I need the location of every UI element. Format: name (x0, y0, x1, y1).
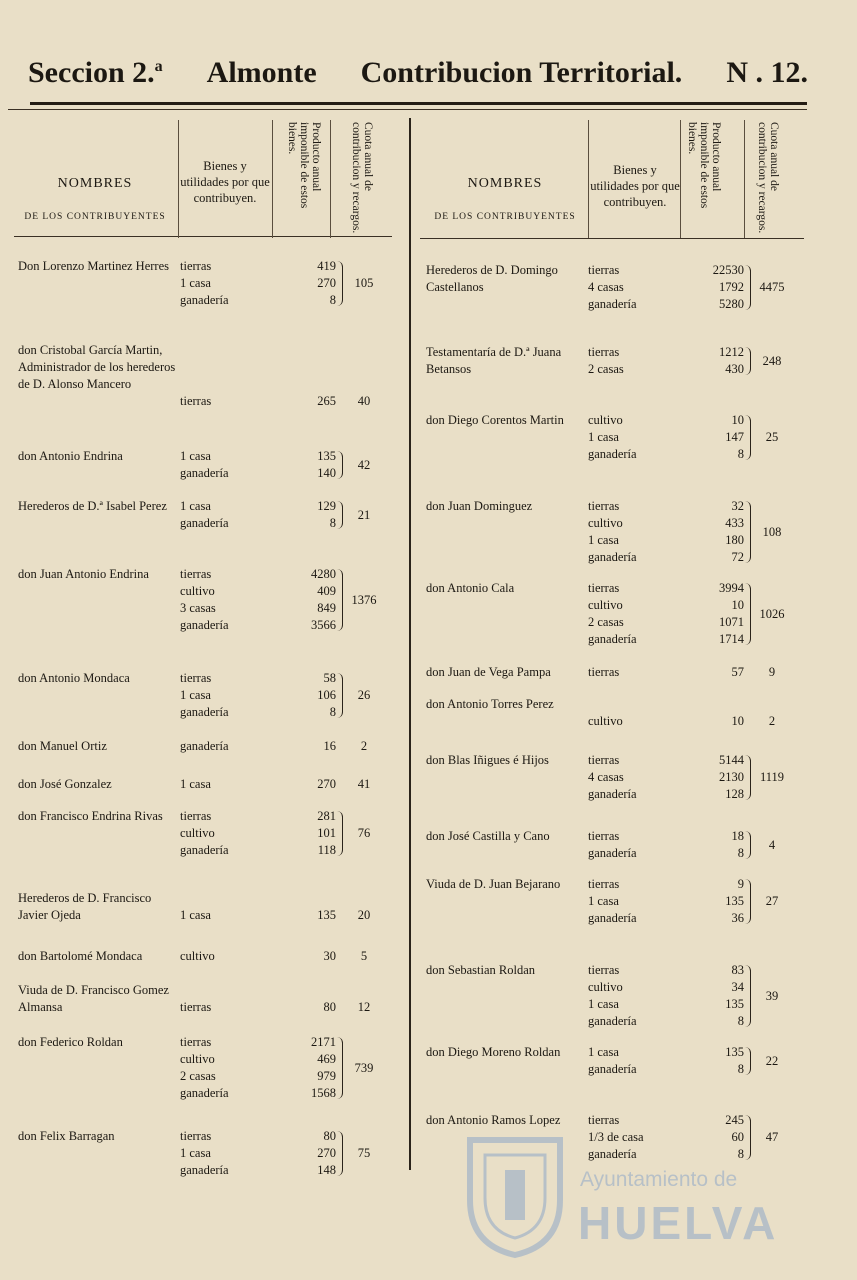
header-nombres: NOMBRES (57, 176, 133, 191)
product-value: 3566 (311, 618, 336, 632)
property-item: tierras (588, 963, 620, 977)
product-value: 36 (731, 911, 744, 925)
product-value: 118 (317, 843, 336, 857)
cuota-value: 248 (762, 353, 782, 368)
product-value: 1792 (719, 280, 744, 294)
divider-cuota-left (330, 120, 331, 238)
divider-bienes-right (588, 120, 589, 238)
property-item: 1 casa (180, 449, 211, 463)
column-header-rule-left (14, 236, 392, 237)
property-item: tierras (588, 1113, 620, 1127)
property-item: tierras (180, 809, 212, 823)
column-header-rule-right (420, 238, 804, 239)
product-value: 2130 (719, 770, 744, 784)
product-value: 148 (317, 1163, 336, 1177)
taxpayer-name: don Antonio Endrina (18, 449, 123, 463)
product-value: 180 (725, 533, 744, 547)
brace (337, 1131, 343, 1176)
brace (745, 879, 751, 924)
cuota-value: 9 (768, 665, 776, 679)
cuota-value: 2 (360, 739, 368, 753)
cuota-value: 40 (357, 394, 371, 408)
product-value: 57 (731, 665, 744, 679)
taxpayer-name: don Antonio Ramos Lopez (426, 1113, 561, 1127)
property-item: cultivo (588, 714, 623, 728)
product-value: 5280 (719, 297, 744, 311)
product-value: 433 (725, 516, 744, 530)
taxpayer-name: don Antonio Mondaca (18, 671, 130, 685)
cuota-value: 4 (768, 837, 776, 852)
taxpayer-name: don Juan de Vega Pampa (426, 665, 551, 679)
product-value: 10 (731, 413, 744, 427)
property-item: 1 casa (588, 997, 619, 1011)
property-item: tierras (588, 581, 620, 595)
property-item: 4 casas (588, 280, 624, 294)
brace (337, 673, 343, 718)
taxpayer-name: Viuda de D. Francisco Gomez Almansa (18, 983, 169, 1014)
cuota-value: 5 (360, 949, 368, 963)
brace (337, 451, 343, 479)
left-column-headers (14, 120, 394, 238)
product-value: 106 (317, 688, 336, 702)
property-item: 2 casas (588, 362, 624, 376)
cuota-value: 1376 (351, 592, 377, 607)
watermark-line1: Ayuntamiento de (580, 1168, 738, 1191)
product-value: 8 (737, 1014, 744, 1028)
property-item: 1 casa (588, 533, 619, 547)
taxpayer-name: don Antonio Torres Perez (426, 697, 554, 711)
brace (745, 965, 751, 1027)
property-item: ganadería (180, 618, 229, 632)
brace (745, 755, 751, 800)
taxpayer-name: Viuda de D. Juan Bejarano (426, 877, 561, 891)
product-value: 129 (317, 499, 336, 513)
taxpayer-name: don José Castilla y Cano (426, 829, 550, 843)
product-value: 3994 (719, 581, 744, 595)
taxpayer-name: don Cristobal García Martin, Administrador de los herederos de D. Alonso Mancero (18, 343, 176, 391)
product-value: 9 (737, 877, 744, 891)
property-item: tierras (180, 671, 212, 685)
property-item: ganadería (588, 550, 637, 564)
property-item: 2 casas (180, 1069, 216, 1083)
divider-bienes-left (178, 120, 179, 238)
cuota-value: 739 (354, 1060, 374, 1075)
product-value: 128 (725, 787, 744, 801)
cuota-value: 108 (762, 524, 782, 539)
taxpayer-name: Herederos de D. Domingo Castellanos (426, 263, 558, 294)
property-item: tierras (588, 499, 620, 513)
product-value: 80 (323, 1000, 336, 1014)
brace (337, 261, 343, 306)
product-value: 1212 (719, 345, 744, 359)
property-item: ganadería (588, 632, 637, 646)
product-value: 8 (329, 516, 336, 530)
header-producto: Producto anual imponible de estos bienes. (686, 122, 722, 209)
product-value: 135 (725, 894, 744, 908)
property-item: ganadería (588, 911, 637, 925)
product-value: 135 (725, 1045, 744, 1059)
property-item: tierras (180, 567, 212, 581)
property-item: cultivo (588, 598, 623, 612)
property-item: ganadería (588, 1147, 637, 1161)
watermark-line2: HUELVA (578, 1197, 779, 1249)
product-value: 72 (731, 550, 744, 564)
product-value: 849 (317, 601, 336, 615)
property-item: tierras (588, 877, 620, 891)
brace (745, 583, 751, 645)
property-item: 1 casa (180, 908, 211, 922)
product-value: 140 (317, 466, 336, 480)
header-cuota: Cuota anual de contribucion y recargos. (350, 122, 374, 234)
taxpayer-name: don Manuel Ortiz (18, 739, 107, 753)
center-divider (409, 118, 411, 1170)
product-value: 80 (323, 1129, 336, 1143)
header-nombres: NOMBRES (467, 176, 543, 191)
property-item: cultivo (588, 516, 623, 530)
town-name: Almonte (206, 56, 317, 89)
property-item: 3 casas (180, 601, 216, 615)
header-producto: Producto anual imponible de estos bienes. (286, 122, 322, 209)
product-value: 22530 (712, 263, 744, 277)
taxpayer-name: don Antonio Cala (426, 581, 515, 595)
property-item: 4 casas (588, 770, 624, 784)
product-value: 32 (731, 499, 744, 513)
property-item: ganadería (588, 297, 637, 311)
property-item: tierras (588, 345, 620, 359)
product-value: 135 (725, 997, 744, 1011)
brace (337, 1037, 343, 1099)
brace (337, 501, 343, 529)
taxpayer-name: Testamentaría de D.ª Juana Betansos (426, 345, 562, 376)
cuota-value: 26 (357, 688, 371, 702)
property-item: tierras (180, 394, 212, 408)
taxpayer-name: don Blas Iñigues é Hijos (426, 753, 549, 767)
property-item: 1 casa (180, 688, 211, 702)
product-value: 8 (737, 1062, 744, 1076)
taxpayer-name: Herederos de D. Francisco Javier Ojeda (18, 891, 152, 922)
property-item: ganadería (180, 1086, 229, 1100)
brace (745, 831, 751, 859)
property-item: ganadería (180, 705, 229, 719)
property-item: tierras (588, 829, 620, 843)
product-value: 8 (737, 447, 744, 461)
product-value: 30 (323, 949, 336, 963)
product-value: 419 (317, 259, 336, 273)
property-item: 1 casa (588, 1045, 619, 1059)
property-item: ganadería (588, 787, 637, 801)
product-value: 1071 (719, 615, 744, 629)
brace (745, 1047, 751, 1075)
watermark (460, 1130, 790, 1260)
cuota-value: 41 (357, 777, 371, 791)
property-item: tierras (180, 1000, 212, 1014)
coat-of-arms-icon (460, 1130, 570, 1260)
product-value: 430 (725, 362, 744, 376)
product-value: 16 (323, 739, 336, 753)
product-value: 10 (731, 598, 744, 612)
taxpayer-name: don Juan Antonio Endrina (18, 567, 149, 581)
cuota-value: 39 (765, 988, 779, 1003)
property-item: cultivo (180, 826, 215, 840)
property-item: ganadería (180, 843, 229, 857)
product-value: 83 (731, 963, 744, 977)
cuota-value: 20 (357, 908, 371, 922)
product-value: 2171 (311, 1035, 336, 1049)
divider-producto-right (680, 120, 681, 238)
product-value: 1568 (311, 1086, 336, 1100)
property-item: 2 casas (588, 615, 624, 629)
product-value: 270 (317, 276, 336, 290)
property-item: cultivo (180, 949, 215, 963)
brace (745, 501, 751, 563)
cuota-value: 2 (768, 714, 776, 728)
product-value: 409 (317, 584, 336, 598)
property-item: tierras (180, 1035, 212, 1049)
page-number: N . 12. (726, 56, 808, 89)
product-value: 469 (317, 1052, 336, 1066)
divider-producto-left (272, 120, 273, 238)
header-cuota: Cuota anual de contribucion y recargos. (756, 122, 780, 234)
brace (745, 265, 751, 310)
cuota-value: 105 (354, 276, 374, 290)
property-item: 1 casa (588, 894, 619, 908)
header-contribuyentes: DE LOS CONTRIBUYENTES (24, 212, 166, 222)
brace (337, 569, 343, 631)
taxpayer-name: don Francisco Endrina Rivas (18, 809, 163, 823)
property-item: ganadería (588, 846, 637, 860)
property-item: 1 casa (180, 777, 211, 791)
property-item: tierras (180, 259, 212, 273)
product-value: 245 (725, 1113, 744, 1127)
property-item: ganadería (588, 1014, 637, 1028)
product-value: 58 (323, 671, 336, 685)
cuota-value: 21 (357, 507, 371, 522)
product-value: 979 (317, 1069, 336, 1083)
product-value: 135 (317, 449, 336, 463)
cuota-value: 4475 (759, 280, 785, 294)
property-item: 1 casa (180, 499, 211, 513)
product-value: 265 (317, 394, 336, 408)
product-value: 18 (731, 829, 744, 843)
property-item: 1 casa (180, 276, 211, 290)
property-item: 1 casa (180, 1146, 211, 1160)
product-value: 101 (317, 826, 336, 840)
product-value: 4280 (311, 567, 336, 581)
taxpayer-name: don Diego Moreno Roldan (426, 1045, 561, 1059)
cuota-value: 27 (765, 894, 779, 908)
taxpayer-name: don Federico Roldan (18, 1035, 123, 1049)
page-header (28, 56, 808, 96)
cuota-value: 22 (765, 1053, 779, 1068)
property-item: tierras (588, 263, 620, 277)
cuota-value: 25 (765, 430, 779, 444)
taxpayer-name: don Bartolomé Mondaca (18, 949, 143, 963)
product-value: 1714 (719, 632, 744, 646)
property-item: 1/3 de casa (588, 1130, 644, 1144)
section-label: Seccion 2.$^a$ (28, 56, 163, 89)
right-column-headers (424, 120, 804, 238)
product-value: 8 (737, 846, 744, 860)
divider-cuota-right (744, 120, 745, 238)
cuota-value: 75 (357, 1146, 371, 1160)
header-contribuyentes: DE LOS CONTRIBUYENTES (434, 212, 576, 222)
cuota-value: 47 (765, 1130, 779, 1144)
cuota-value: 76 (357, 826, 371, 840)
header-bienes: Bienes y utilidades por que contribuyen. (180, 159, 270, 205)
property-item: ganadería (588, 1062, 637, 1076)
property-item: cultivo (588, 980, 623, 994)
property-item: ganadería (180, 1163, 229, 1177)
product-value: 5144 (719, 753, 744, 767)
taxpayer-name: don Felix Barragan (18, 1129, 115, 1143)
page-title: Contribucion Territorial. (360, 56, 683, 89)
brace (337, 811, 343, 856)
product-value: 270 (317, 777, 336, 791)
product-value: 8 (329, 293, 336, 307)
cuota-value: 1026 (759, 606, 785, 621)
cuota-value: 1119 (759, 770, 785, 784)
property-item: ganadería (588, 447, 637, 461)
property-item: tierras (180, 1129, 212, 1143)
product-value: 8 (737, 1147, 744, 1161)
taxpayer-name: Herederos de D.ª Isabel Perez (18, 499, 167, 513)
property-item: ganadería (180, 293, 229, 307)
product-value: 281 (317, 809, 336, 823)
cuota-value: 12 (357, 1000, 371, 1014)
property-item: ganadería (180, 516, 229, 530)
property-item: ganadería (180, 739, 229, 753)
property-item: cultivo (588, 413, 623, 427)
taxpayer-name: don Sebastian Roldan (426, 963, 536, 977)
property-item: 1 casa (588, 430, 619, 444)
property-item: ganadería (180, 466, 229, 480)
taxpayer-name: don Diego Corentos Martin (426, 413, 564, 427)
taxpayer-name: don Juan Dominguez (426, 499, 533, 513)
header-rule (30, 102, 807, 105)
property-item: cultivo (180, 584, 215, 598)
product-value: 60 (731, 1130, 744, 1144)
taxpayer-name: Don Lorenzo Martinez Herres (18, 259, 169, 273)
product-value: 147 (725, 430, 744, 444)
product-value: 8 (329, 705, 336, 719)
product-value: 10 (731, 714, 744, 728)
header-bienes: Bienes y utilidades por que contribuyen. (590, 163, 680, 209)
product-value: 270 (317, 1146, 336, 1160)
property-item: cultivo (180, 1052, 215, 1066)
brace (745, 415, 751, 460)
property-item: tierras (588, 753, 620, 767)
product-value: 135 (317, 908, 336, 922)
product-value: 34 (731, 980, 744, 994)
header-rule-thin (8, 109, 807, 110)
cuota-value: 42 (357, 457, 371, 472)
taxpayer-name: don José Gonzalez (18, 777, 112, 791)
brace (745, 347, 751, 375)
property-item: tierras (588, 665, 620, 679)
